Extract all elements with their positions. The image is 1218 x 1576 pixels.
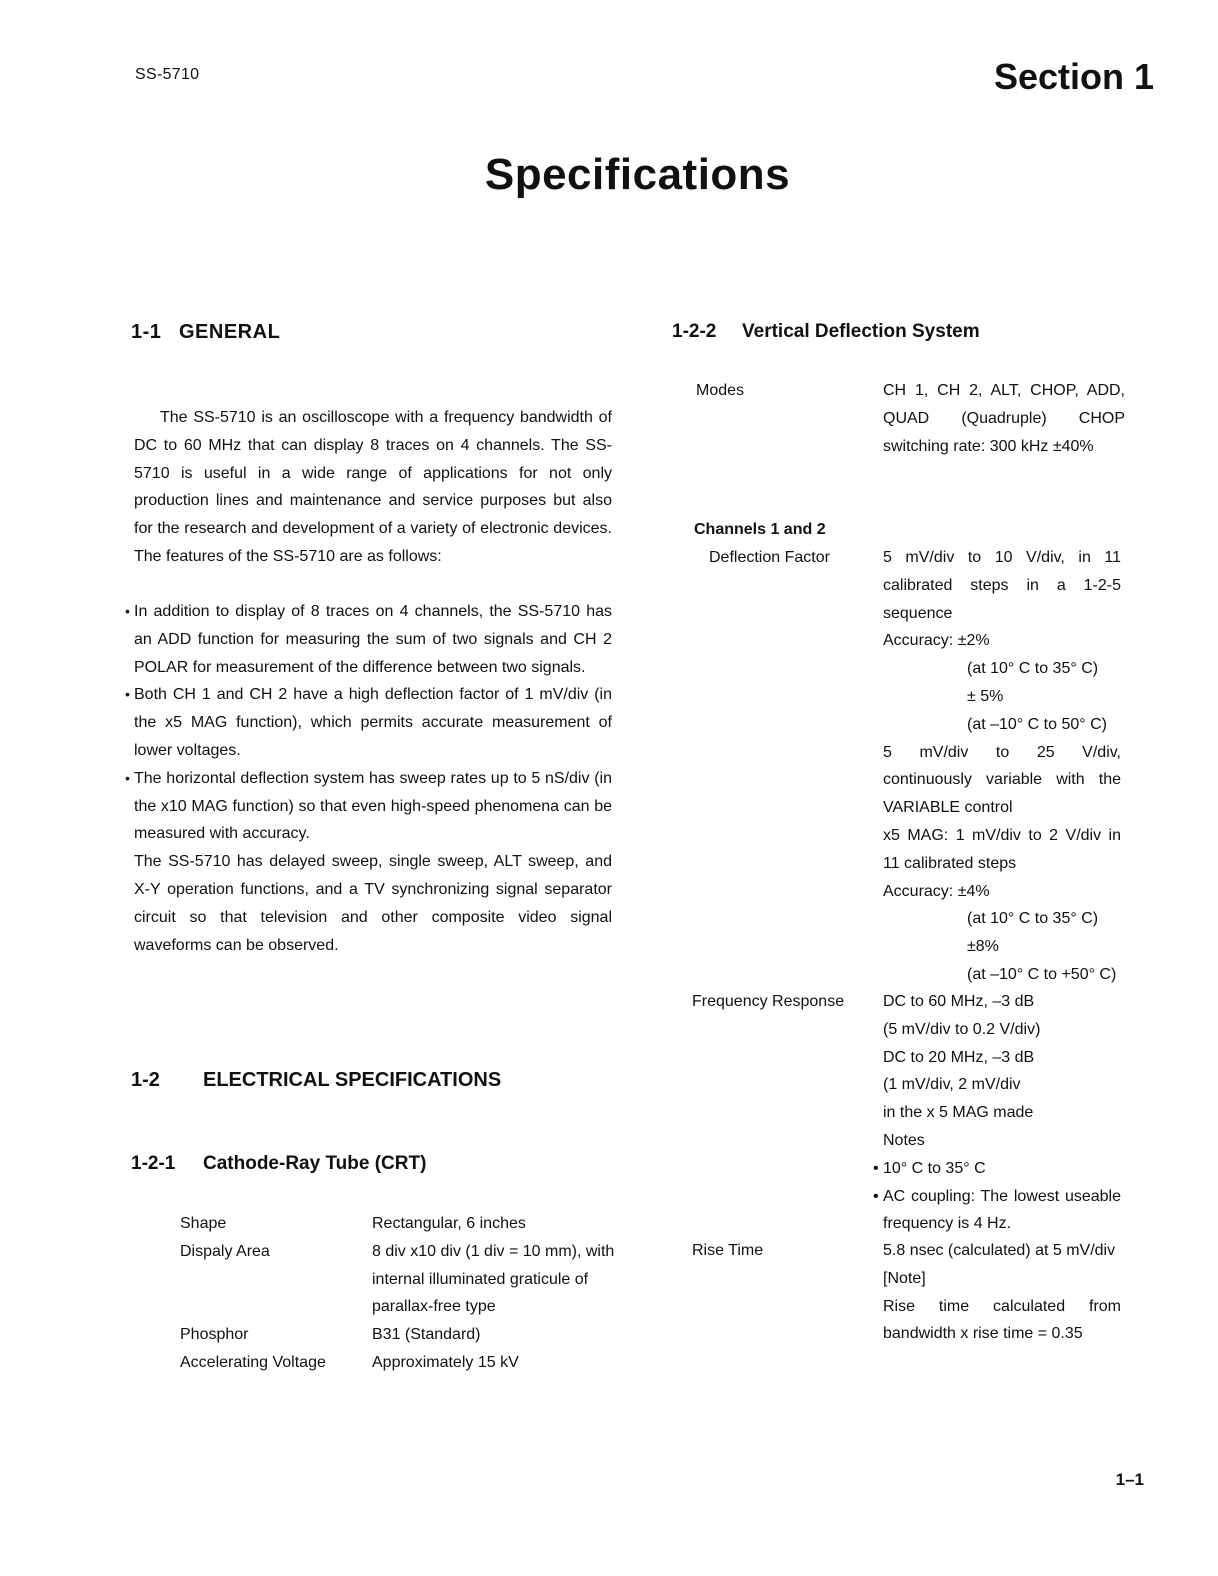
general-feature-list bbox=[125, 598, 612, 959]
document-model-number: SS-5710 bbox=[135, 66, 200, 83]
rise-time-label: Rise Time bbox=[692, 1242, 764, 1259]
crt-spec-value: Rectangular, 6 inches bbox=[372, 1215, 526, 1232]
crt-spec-row bbox=[180, 1238, 620, 1321]
deflection-factor-value: 5 mV/div to 10 V/div, in 11 calibrated steps in a 1-2-5 sequence Accuracy: ±2% (at 10° C to 35° C) ± 5% (at –10° C to 50° C) 5 mV/div to 25 V/div, continuously variable with the VARIABLE control x5 MAG: 1 mV/div to 2 V/div in 11 calibrated steps Accuracy: ±4% (at 10° C to 35° C) ±8% (at –10° C to +50° C) bbox=[883, 549, 1121, 983]
vertical-heading-text: Vertical Deflection System bbox=[742, 321, 980, 342]
page-title: Specifications bbox=[484, 150, 791, 199]
crt-heading-text: Cathode-Ray Tube (CRT) bbox=[203, 1153, 427, 1174]
crt-spec-row bbox=[180, 1210, 620, 1238]
feature-bullet: • Both CH 1 and CH 2 have a high deflection factor of 1 mV/div (in the x5 MAG function), which permits accurate measurement of lower voltages. bbox=[125, 686, 612, 759]
crt-spec-value: B31 (Standard) bbox=[372, 1326, 481, 1344]
general-heading-number: 1-1 bbox=[131, 321, 162, 343]
electrical-heading-text: ELECTRICAL SPECIFICATIONS bbox=[203, 1069, 502, 1091]
channels-subheading: Channels 1 and 2 bbox=[694, 521, 826, 538]
feature-bullet: • In addition to display of 8 traces on 4 channels, the SS-5710 has an ADD function for measuring the sum of two signals and CH 2 POLAR for measurement of the difference between two signals. bbox=[125, 603, 612, 676]
crt-spec-row bbox=[180, 1349, 620, 1377]
crt-heading-number: 1-2-1 bbox=[131, 1153, 176, 1174]
crt-spec-label: Accelerating Voltage bbox=[180, 1353, 326, 1371]
note-bullet: • AC coupling: The lowest useable frequency is 4 Hz. bbox=[873, 1187, 1121, 1233]
modes-value: CH 1, CH 2, ALT, CHOP, ADD, QUAD (Quadruple) CHOP switching rate: 300 kHz ±40% bbox=[883, 382, 1125, 455]
crt-spec-label: Phosphor bbox=[180, 1326, 249, 1344]
electrical-heading-number: 1-2 bbox=[131, 1069, 160, 1091]
rise-time-value: 5.8 nsec (calculated) at 5 mV/div [Note] Rise time calculated from bandwidth x rise time = 0.35 bbox=[883, 1242, 1121, 1343]
vertical-heading-number: 1-2-2 bbox=[672, 321, 717, 342]
frequency-response-value: DC to 60 MHz, –3 dB (5 mV/div to 0.2 V/div) DC to 20 MHz, –3 dB (1 mV/div, 2 mV/div in the x 5 MAG made Notes • 10° C to 35° C • AC coupling: The lowest useable frequency is 4 Hz. bbox=[883, 988, 1121, 1238]
general-intro-text: The SS-5710 is an oscilloscope with a frequency bandwidth of DC to 60 MHz that can display 8 traces on 4 channels. The SS-5710 is useful in a wide range of applications for not only production lines and maintenance and service purposes but also for the research and development of a variety of electronic devices. The features of the SS-5710 are as follows: bbox=[134, 409, 612, 565]
section-label: Section 1 bbox=[993, 56, 1154, 97]
note-bullet: • 10° C to 35° C bbox=[873, 1159, 986, 1177]
frequency-response-label: Frequency Response bbox=[692, 993, 845, 1010]
general-heading-text: GENERAL bbox=[179, 321, 281, 343]
crt-spec-value: Approximately 15 kV bbox=[372, 1353, 519, 1371]
crt-spec-table bbox=[180, 1210, 620, 1377]
vertical-heading bbox=[672, 321, 980, 343]
crt-spec-value: 8 div x10 div (1 div = 10 mm), with internal illuminated graticule of parallax-free type bbox=[372, 1242, 615, 1316]
electrical-heading bbox=[131, 1069, 501, 1092]
crt-spec-row bbox=[180, 1321, 620, 1349]
crt-spec-label: Shape bbox=[180, 1215, 227, 1232]
general-closing-paragraph: The SS-5710 has delayed sweep, single sweep, ALT sweep, and X-Y operation functions, and a TV synchronizing signal separator circuit so that television and other composite video signal waveforms can be observed. bbox=[134, 853, 612, 954]
modes-label: Modes bbox=[696, 382, 745, 399]
feature-bullet: • The horizontal deflection system has sweep rates up to 5 nS/div (in the x10 MAG function) so that even high-speed phenomena can be measured with accuracy. bbox=[125, 769, 612, 843]
crt-spec-label: Dispaly Area bbox=[180, 1242, 270, 1260]
general-heading bbox=[131, 321, 280, 344]
deflection-factor-label: Deflection Factor bbox=[709, 549, 830, 566]
general-intro-paragraph bbox=[134, 404, 612, 571]
crt-heading bbox=[131, 1153, 426, 1175]
page-number: 1–1 bbox=[1115, 1470, 1144, 1489]
